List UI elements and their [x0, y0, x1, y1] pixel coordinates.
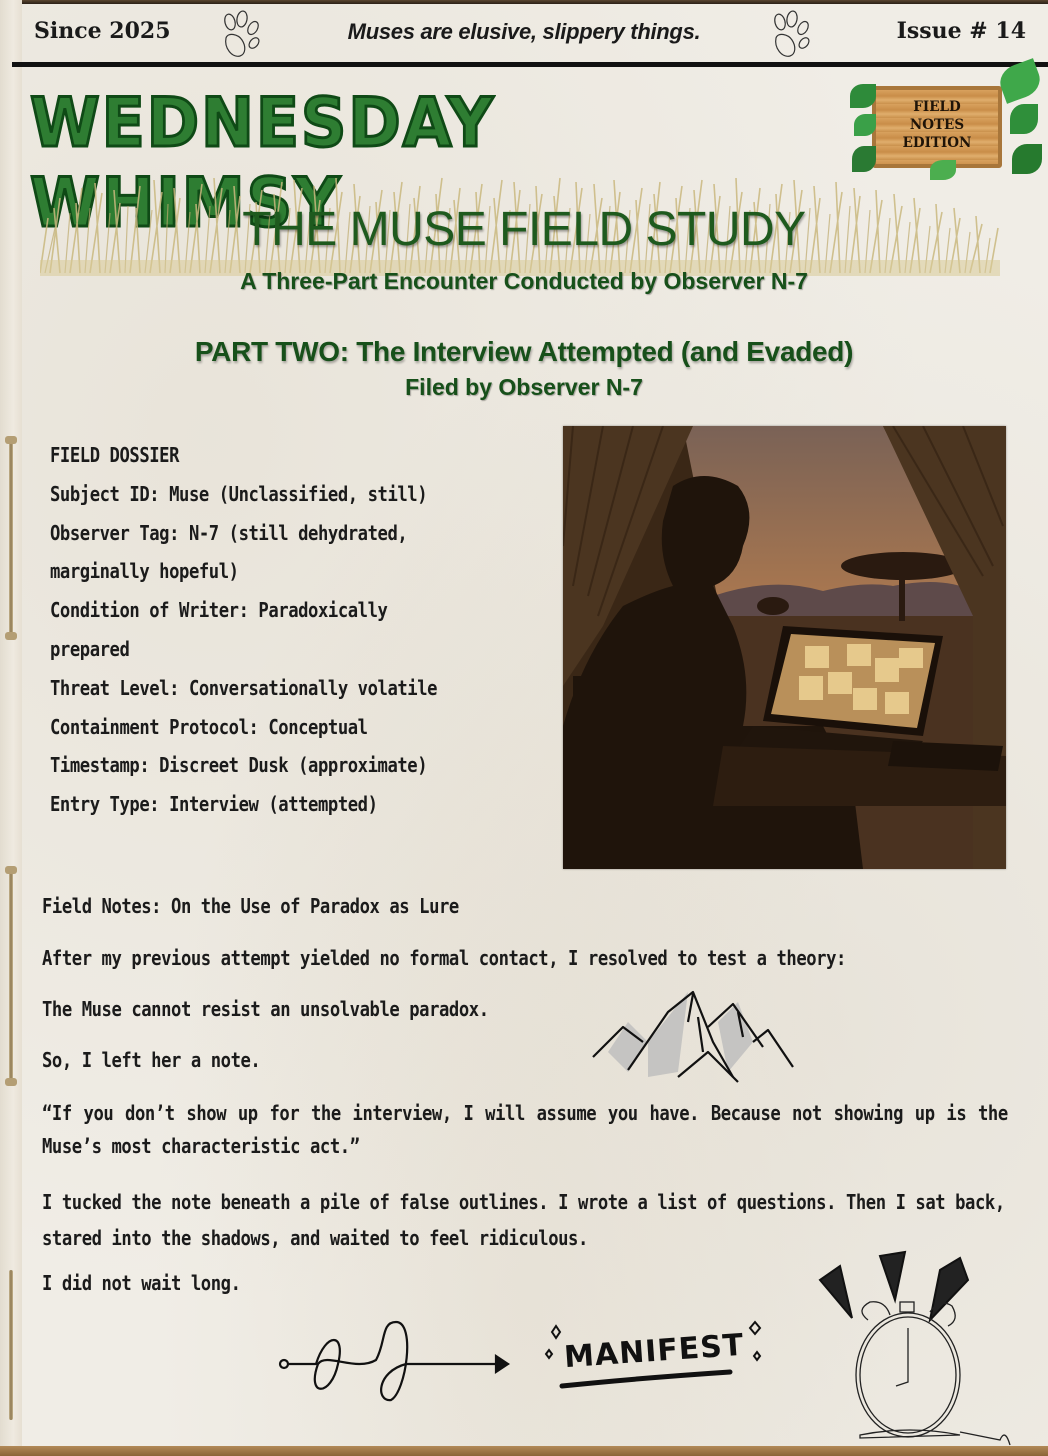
- dossier-line: Observer Tag: N-7 (still dehydrated,: [50, 520, 408, 545]
- binding-stitch: [9, 440, 13, 640]
- paw-print-icon: [766, 10, 818, 60]
- leaf-icon: [1012, 144, 1042, 174]
- leaf-icon: [850, 84, 876, 108]
- sparkle-icon: [540, 1320, 770, 1400]
- dossier-heading: FIELD DOSSIER: [50, 443, 180, 467]
- binding-stitch: [9, 1270, 13, 1420]
- dossier-line: Condition of Writer: Paradoxically: [50, 598, 388, 623]
- binding-knot: [5, 632, 17, 640]
- notes-paragraph: After my previous attempt yielded no formal contact, I resolved to test a theory:: [42, 946, 846, 970]
- tagline: Muses are elusive, slippery things.: [347, 19, 701, 44]
- field-dossier: [50, 436, 550, 824]
- illustration-art: [563, 426, 1006, 869]
- notes-quote: “If you don’t show up for the interview, I will assume you have. Because not showing up is the Muse’s most characteristic act.”: [42, 1101, 1008, 1158]
- squiggle-arrow-icon: [276, 1312, 526, 1412]
- series-title: THE MUSE FIELD STUDY: [242, 203, 806, 256]
- dossier-line: marginally hopeful): [50, 559, 239, 584]
- dossier-line: prepared: [50, 636, 130, 661]
- binding-knot: [5, 1078, 17, 1086]
- dossier-line: Containment Protocol: Conceptual: [50, 714, 368, 739]
- masthead: [0, 4, 1048, 62]
- leaf-icon: [854, 114, 876, 136]
- notes-paragraph: I tucked the note beneath a pile of false outlines. I wrote a list of questions. Then I sat back, stared into the shadows, and waited to feel ridiculous.: [42, 1190, 1005, 1250]
- writer-in-tent-illustration: [563, 426, 1006, 869]
- part-title: PART TWO: The Interview Attempted (and Evaded): [194, 336, 854, 367]
- leaf-icon: [1010, 104, 1038, 134]
- binding-knot: [5, 866, 17, 874]
- page-bottom-edge: [0, 1446, 1048, 1456]
- issue-number: Issue # 14: [896, 18, 1026, 44]
- alarm-clock-sketch-icon: [810, 1250, 1020, 1450]
- dossier-line: Timestamp: Discreet Dusk (approximate): [50, 753, 428, 778]
- notes-paragraph: So, I left her a note.: [42, 1048, 261, 1072]
- leaf-icon: [995, 58, 1044, 104]
- dossier-line: Entry Type: Interview (attempted): [50, 792, 378, 817]
- series-subtitle: A Three-Part Encounter Conducted by Observer N-7: [240, 268, 808, 294]
- manifest-doodle: [540, 1320, 770, 1400]
- notes-paragraph: I did not wait long.: [42, 1271, 241, 1295]
- binding-stitch: [9, 870, 13, 1080]
- dossier-line: Threat Level: Conversationally volatile: [50, 675, 438, 700]
- since-label: Since 2025: [34, 18, 171, 44]
- sign-text: FIELD NOTES EDITION: [902, 99, 972, 151]
- mountains-sketch-icon: [588, 982, 798, 1092]
- notes-paragraph: The Muse cannot resist an unsolvable paradox.: [42, 997, 489, 1021]
- newsletter-title: WEDNESDAY WHIMSY: [30, 84, 496, 243]
- part-byline: Filed by Observer N-7: [405, 374, 643, 400]
- field-notes-heading: Field Notes: On the Use of Paradox as Lure: [42, 894, 459, 918]
- binding-knot: [5, 436, 17, 444]
- dossier-line: Subject ID: Muse (Unclassified, still): [50, 481, 428, 506]
- manifest-label: MANIFEST: [562, 1327, 746, 1376]
- field-notes-edition-sign: [850, 64, 1048, 184]
